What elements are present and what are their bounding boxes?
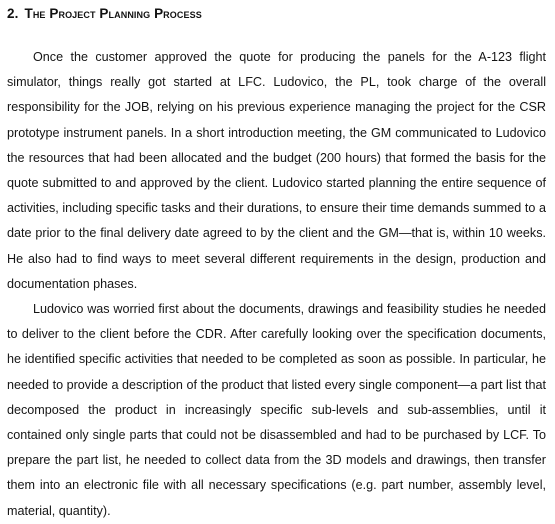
paragraph-1: Once the customer approved the quote for producing the panels for the A-123 flight simulator, things really got started at LFC. Ludovico, the PL, took charge of the overall responsibility for the JOB, relying on his previous experience managing the project for the CSR prototype instrument panels. In a short introduction meeting, the GM communicated to Ludovico the resources that had been allocated and the budget (200 hours) that formed the basis for the quote submitted to and approved by the client. Ludovico started planning the entire sequence of activities, including specific tasks and their durations, to ensure their time demands summed to a date prior to the final delivery date agreed to by the client and the GM—that is, within 10 weeks. He also had to find ways to meet several different requirements in the design, production and documentation phases.: [7, 50, 546, 291]
paragraph-2: Ludovico was worried first about the documents, drawings and feasibility studies he needed to deliver to the client before the CDR. After carefully looking over the specification documents, he identified specific activities that needed to be completed as soon as possible. In particular, he needed to provide a description of the product that listed every single component—a part list that decomposed the product in increasingly specific sub-levels and sub-assemblies, until it contained only single parts that could not be disassembled and had to be purchased by LCF. To prepare the part list, he needed to collect data from the 3D models and drawings, then transfer them into an electronic file with all necessary specifications (e.g. part number, assembly level, material, quantity).: [7, 302, 546, 518]
section-title: The Project Planning Process: [24, 6, 202, 21]
section-number: 2.: [7, 6, 19, 21]
document-page: [7, 0, 546, 524]
section-heading: [7, 0, 546, 28]
